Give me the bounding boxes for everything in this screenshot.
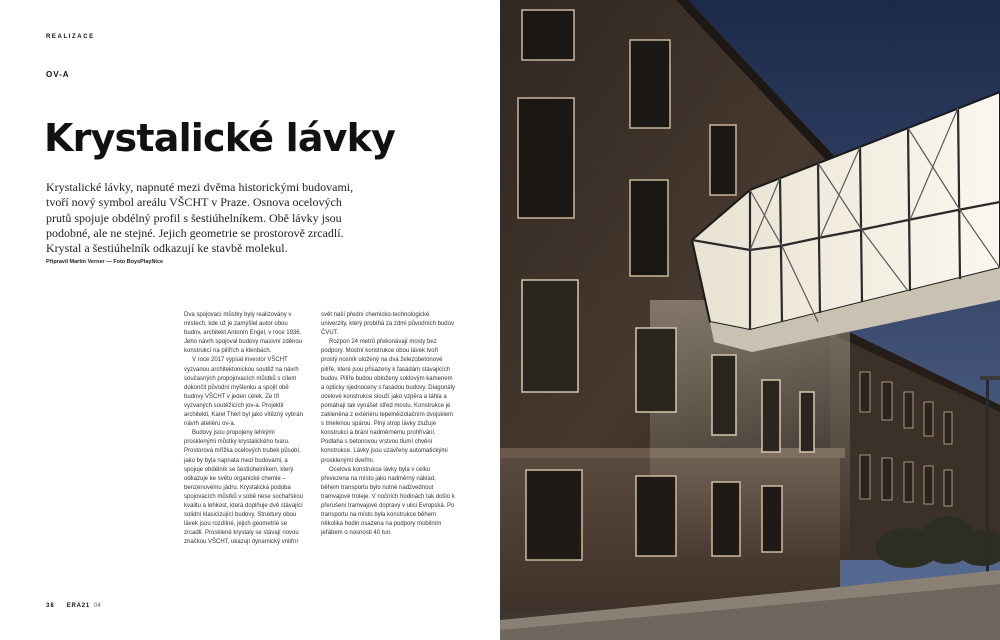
photo-credits: Připravil Martin Verner — Foto BoysPlayNice bbox=[46, 259, 164, 265]
building-night-photo bbox=[500, 0, 1000, 640]
body-paragraph: V roce 2017 vypsal investor VŠCHT vyzvanou architektonickou soutěž na návrh současných propojovacích můstků s cílem dokončit původní myšlenku a spojit obě budovy VŠCHT v jeden celek. Ze tří vyzvaných soutěžících jov-a. Projektil architekti, Karel Thérl byl jako vítězný vybrán návrh ateliéru ov-a. bbox=[184, 357, 303, 428]
issue-number: 04 bbox=[94, 603, 101, 609]
page-footer bbox=[46, 603, 101, 609]
body-paragraph: Dva spojovací můstky byly realizovány v místech, kde už je zamýšlel autor obou budov, architekt Antonín Engel, v roce 1936. Jeho návrh spojoval budovy masivní zděnou konstrukcí na pilířích a klenbách. bbox=[184, 312, 303, 355]
magazine-name: ERA21 bbox=[66, 603, 91, 609]
body-paragraph: Budovy jsou propojeny lehkými prosklenými můstky krystalického tvaru. Prostorová mřížka ocelových trubek působí, jako by byla napnata mezi budovami, a spojuje obdélník se šestiúhelníkem, který odkazuje ke světu organické chemie – benzenovému jádru. Krystalická podoba spojovacích můstků v sobě nese sochařskou kvalitu a lehkost, která doplňuje dvě stávající solidní klasicizující budovy. Struktury obou lávek jsou rozdílné, jejich geometrie se zrcadlí. Prosklené krystaly se stávají novou značkou VŠCHT, ukazují dynamický vnitřní bbox=[184, 430, 304, 546]
body-paragraph: svět naší přední chemicko-technologické univerzity, který probíhá za zdmi původních budov ČVUT. bbox=[321, 312, 454, 337]
lead-paragraph: Krystalické lávky, napnuté mezi dvěma historickými budovami, tvoří nový symbol areálu VŠCHT v Praze. Osnova ocelových prutů spojuje obdélný profil s šestiúhelníkem. Obě lávky jsou podobné, ale ne stejné. Jejich geometrie se prostorově zrcadlí. Krystal a šestiúhelník odkazují ke stavbě molekul. bbox=[46, 180, 354, 256]
body-column-1 bbox=[184, 311, 304, 547]
page-number: 38 bbox=[46, 603, 55, 609]
headline: Krystalické lávky bbox=[44, 116, 396, 160]
section-label: REALIZACE bbox=[46, 34, 95, 40]
body-paragraph: Rozpon 24 metrů překonávají mosty bez podpory. Mostní konstrukce obou lávek tvoří prostý nosník uložený na dva železobetonové pilíře, které jsou přisazeny k fasádám stávajících budov. Pilíře budou obloženy soklovým kamenem a opticky sjednoceny s fasádou budovy. Diagonály ocelové konstrukce slouží jako vzpěra a táhla a pomáhají tak vynášet střed mostu. Konstrukce je zakleněna z exteriéru tepelněizolačním dvojsklem s tmelenou spárou. Plný strop lávky zlužuje konstrukci a brání nadměrnému prohřívání. Podlaha s betonovou vrstvou tlumí chvění konstrukce. Lávky jsou uzavřeny automatickými prosklenými dveřmi. bbox=[321, 339, 455, 464]
body-paragraph: Ocelová konstrukce lávky byla v celku převezena na místo jako nadměrný náklad, během transportu bylo nutné nadzvednout tramvajové troleje. V nočních hodinách tak došlo k přerušení tramvajové dopravy v ulici Evropská. Po transportu na místo byla konstrukce během několika hodin osazena na podpory mobilním jeřábem o nosnosti 40 tun. bbox=[321, 466, 455, 537]
photo-panel bbox=[500, 0, 1000, 640]
architect-name: OV-A bbox=[46, 70, 70, 79]
body-column-2 bbox=[321, 311, 455, 538]
